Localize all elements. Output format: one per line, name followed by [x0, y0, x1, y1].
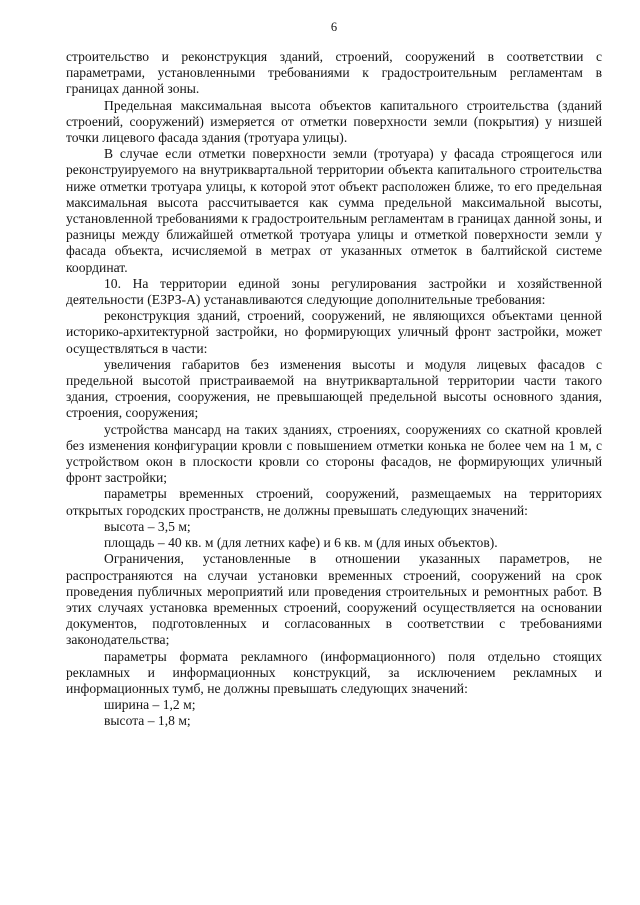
paragraph: высота – 3,5 м;: [104, 518, 191, 534]
page-number: 6: [330, 20, 338, 34]
paragraph: строительство и реконструкция зданий, строений, сооружений в соответствии с параметрами, установленными требованиями к градостроительным регламентам в границах данной зоны.: [66, 49, 602, 97]
paragraph: параметры временных строений, сооружений, размещаемых на территориях открытых городских пространств, не должны превышать следующих значений:: [66, 486, 602, 518]
paragraph: высота – 1,8 м;: [104, 713, 191, 729]
paragraph: 10. На территории единой зоны регулирования застройки и хозяйственной деятельности (ЕЗРЗ-А) устанавливаются следующие дополнительные требования:: [66, 275, 602, 308]
paragraph: устройства мансард на таких зданиях, строениях, сооружениях со скатной кровлей без изменения конфигурации кровли с повышением отметки конька не более чем на 1 м, с устройством окон в плоскости кровли со стороны фасадов, не формирующих уличный фронт застройки;: [66, 421, 602, 486]
document-body: [66, 49, 602, 730]
paragraph: реконструкция зданий, строений, сооружений, не являющихся объектами ценной историко-архитектурной застройки, но формирующих уличный фронт застройки, может осуществляться в части:: [66, 308, 602, 356]
paragraph: площадь – 40 кв. м (для летних кафе) и 6 кв. м (для иных объектов).: [104, 535, 498, 551]
paragraph: параметры формата рекламного (информационного) поля отдельно стоящих рекламных и информационных конструкций, за исключением рекламных и информационных тумб, не должны превышать следующих значений:: [66, 648, 602, 696]
paragraph: увеличения габаритов без изменения высоты и модуля лицевых фасадов с предельной высотой пристраиваемой на внутриквартальной территории части такого здания, строения, сооружения, не превышающей предельной высоты основного здания, строения, сооружения;: [66, 356, 602, 421]
paragraph: ширина – 1,2 м;: [104, 697, 196, 713]
paragraph: В случае если отметки поверхности земли (тротуара) у фасада строящегося или реконструируемого на внутриквартальной территории объекта капитального строительства ниже отметки тротуара улицы, к которой этот объект расположен ближе, то его предельная максимальная высота рассчитывается как сумма предельной максимальной высоты, установленной требованиями к градостроительным регламентам в границах данной зоны, и разницы между ближайшей отметкой тротуара улицы и отметкой поверхности земли у фасада объекта, исчисляемой в метрах от указанных отметок в балтийской системе координат.: [66, 146, 602, 275]
paragraph: Предельная максимальная высота объектов капитального строительства (зданий строений, сооружений) измеряется от отметки поверхности земли (покрытия) у низшей точки лицевого фасада здания (тротуара улицы).: [66, 97, 602, 146]
paragraph: Ограничения, установленные в отношении указанных параметров, не распространяются на случаи установки временных строений, сооружений на срок проведения публичных мероприятий или проведения строительных и ремонтных работ. В этих случаях установка временных строений, сооружений осуществляется на основании документов, подготовленных и согласованных в соответствии с требованиями законодательства;: [66, 551, 602, 648]
